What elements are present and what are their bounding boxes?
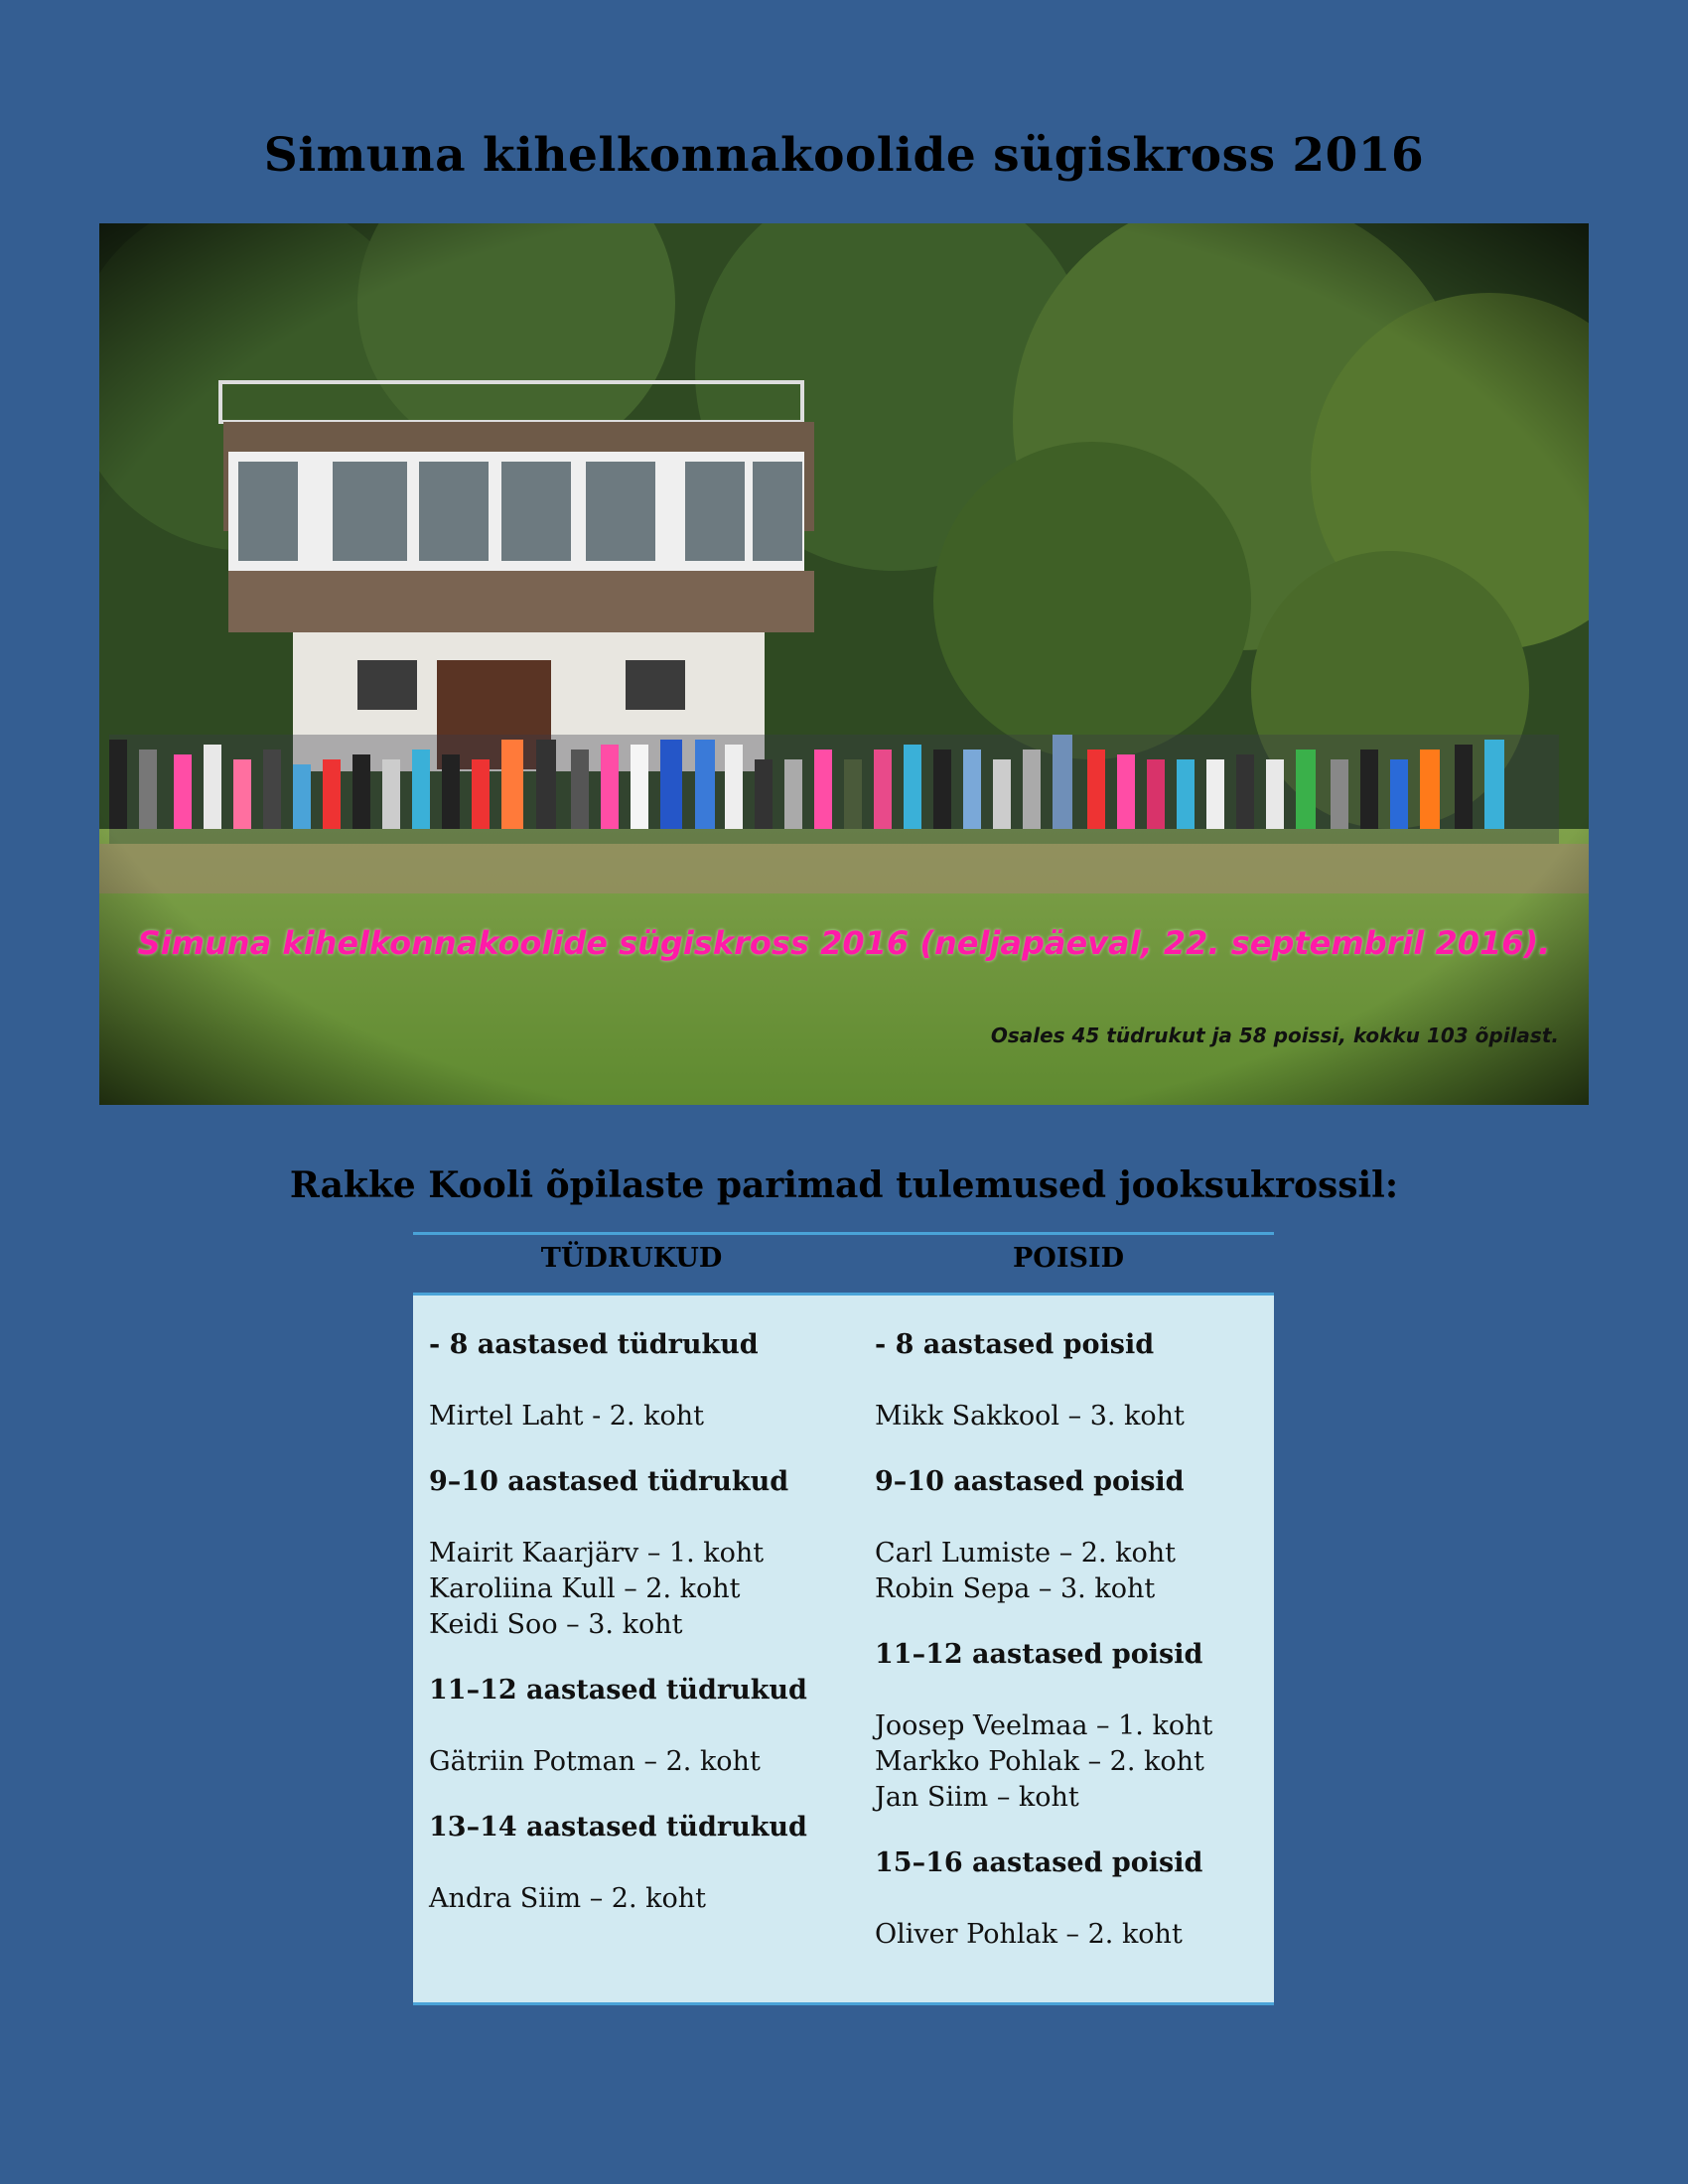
result-entry: Andra Siim – 2. koht xyxy=(429,1883,706,1914)
age-group-title: 15–16 aastased poisid xyxy=(875,1847,1203,1878)
age-group-title: 11–12 aastased poisid xyxy=(875,1639,1203,1670)
result-entry: Mairit Kaarjärv – 1. koht xyxy=(429,1538,765,1569)
age-group-title: - 8 aastased poisid xyxy=(875,1329,1155,1360)
result-entry: Robin Sepa – 3. koht xyxy=(875,1573,1156,1604)
age-group-title: 11–12 aastased tüdrukud xyxy=(429,1675,807,1706)
result-entry: Mikk Sakkool – 3. koht xyxy=(875,1401,1185,1432)
result-entry: Markko Pohlak – 2. koht xyxy=(875,1746,1204,1777)
result-entry: Oliver Pohlak – 2. koht xyxy=(875,1919,1183,1950)
result-entry: Mirtel Laht - 2. koht xyxy=(429,1401,704,1432)
participants-note: Osales 45 tüdrukut ja 58 poissi, kokku 103 õpilast. xyxy=(990,1024,1559,1047)
page-title: Simuna kihelkonnakoolide sügiskross 2016 xyxy=(263,128,1425,184)
age-group xyxy=(429,1464,846,1643)
age-group-title: - 8 aastased tüdrukud xyxy=(429,1329,759,1360)
age-group xyxy=(875,1845,1292,1953)
result-entry: Joosep Veelmaa – 1. koht xyxy=(875,1710,1213,1741)
photo-caption: Simuna kihelkonnakoolide sügiskross 2016 (neljapäeval, 22. septembril 2016). xyxy=(137,924,1551,962)
boys-column-header: POISID xyxy=(1013,1243,1124,1274)
result-entry: Gätriin Potman – 2. koht xyxy=(429,1746,761,1777)
age-group xyxy=(875,1637,1292,1816)
results-table-body xyxy=(413,1293,1274,2005)
results-table-header xyxy=(413,1232,1274,1293)
photo-illustration xyxy=(99,223,1589,1105)
age-group xyxy=(429,1673,846,1780)
age-group xyxy=(875,1464,1292,1607)
group-photo xyxy=(99,223,1589,1105)
result-entry: Carl Lumiste – 2. koht xyxy=(875,1538,1176,1569)
age-group-title: 13–14 aastased tüdrukud xyxy=(429,1812,807,1843)
result-entry: Keidi Soo – 3. koht xyxy=(429,1609,683,1640)
age-group-title: 9–10 aastased poisid xyxy=(875,1466,1185,1497)
age-group xyxy=(429,1327,846,1434)
age-group xyxy=(429,1810,846,1917)
age-group-title: 9–10 aastased tüdrukud xyxy=(429,1466,789,1497)
boys-column xyxy=(875,1327,1292,1982)
result-entry: Jan Siim – koht xyxy=(875,1782,1079,1813)
results-table xyxy=(413,1232,1274,2005)
result-entry: Karoliina Kull – 2. koht xyxy=(429,1573,741,1604)
results-heading: Rakke Kooli õpilaste parimad tulemused jooksukrossil: xyxy=(289,1163,1399,1206)
age-group xyxy=(875,1327,1292,1434)
girls-column xyxy=(429,1327,846,1947)
girls-column-header: TÜDRUKUD xyxy=(540,1243,723,1274)
